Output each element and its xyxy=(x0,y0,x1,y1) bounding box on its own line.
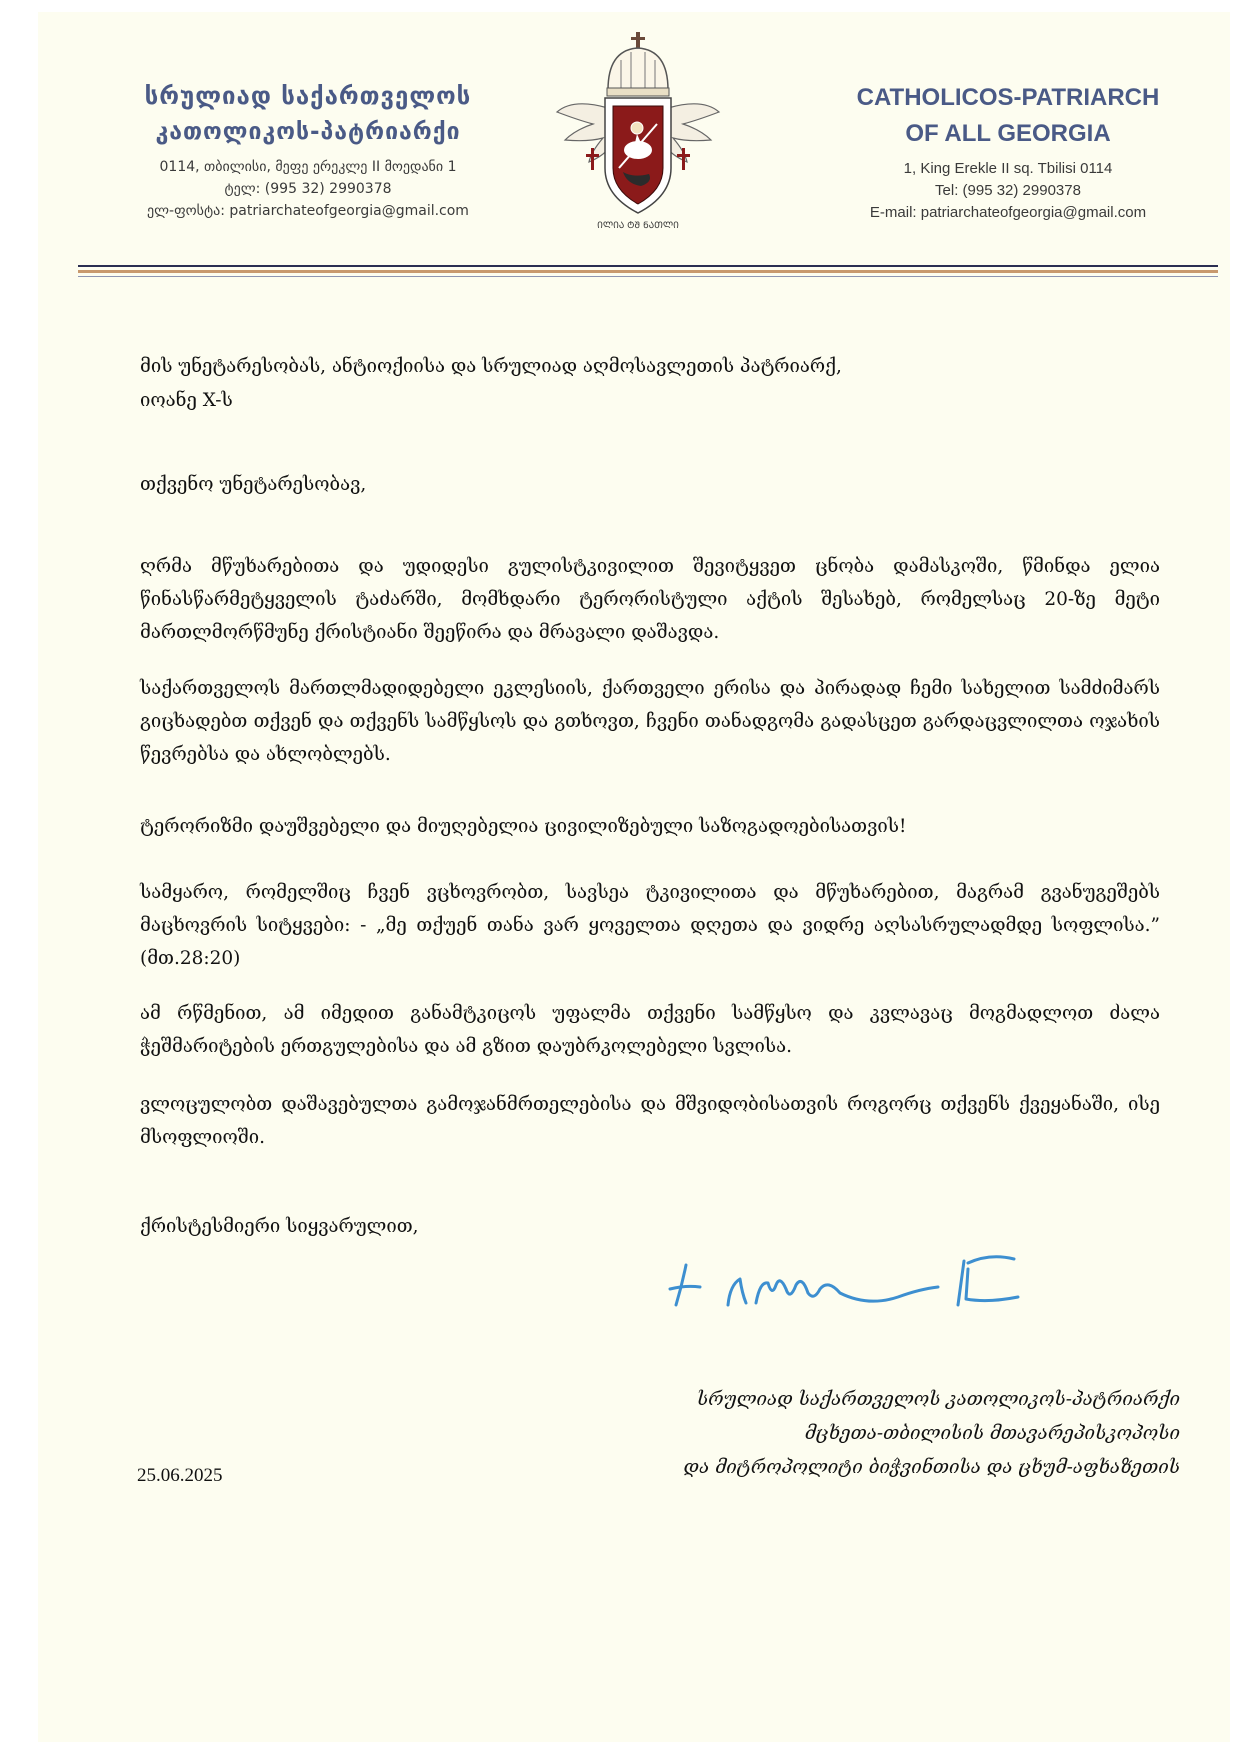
header-address-en: 1, King Erekle II sq. Tbilisi 0114 xyxy=(903,160,1113,177)
header-title-line1-en: CATHOLICOS-PATRIARCH xyxy=(856,84,1160,111)
letter-date: 25.06.2025 xyxy=(137,1465,223,1486)
paragraph-condolences: საქართველოს მართლმადიდებელი ეკლესიის, ქართველი ერისა და პირადად ჩემი სახელით სამძიმარს გიცხადებთ თქვენ და თქვენს სამწყსოს და გთხოვთ, ჩვენი თანადგომა გადასცეთ გარდაცვლილთა ოჯახის წევრებსა და ახლობლებს. xyxy=(140,678,1160,765)
header-phone-en: Tel: (995 32) 2990378 xyxy=(935,182,1081,199)
signatory-title-line3: და მიტროპოლიტი ბიჭვინთისა და ცხუმ-აფხაზეთის xyxy=(683,1457,1180,1478)
addressee xyxy=(140,350,1040,418)
signatory-title-line1: სრულიად საქართველოს კათოლიკოს-პატრიარქი xyxy=(696,1389,1180,1410)
paragraph-faith: ამ რწმენით, ამ იმედით განამტკიცოს უფალმა თქვენი სამწყსო და კვლავაც მოგმადლოთ ძალა ჭეშმარიტების ერთგულებისა და ამ გზით დაუბრკოლებელი სვლისა. xyxy=(140,1003,1160,1057)
signatory-titles xyxy=(560,1383,1180,1485)
emblem-inscription: ᲘᲚᲘᲐ ᲢᲨ ᲜᲐᲗᲚᲘ xyxy=(597,221,679,231)
paragraph-prayer: ვლოცულობთ დაშავებულთა გამოჯანმრთელებისა და მშვიდობისათვის როგორც თქვენს ქვეყანაში, ისე მსოფლიოში. xyxy=(140,1094,1160,1148)
header-right-english xyxy=(818,80,1198,224)
paragraph-terrorism: ტერორიზმი დაუშვებელი და მიუღებელია ცივილიზებული საზოგადოებისათვის! xyxy=(140,816,907,837)
emblem-cross-icon xyxy=(631,32,645,48)
header-left-georgian xyxy=(88,78,528,222)
signatory-title-line2: მცხეთა-თბილისის მთავარეპისკოპოსი xyxy=(804,1423,1180,1444)
paragraph-scripture: სამყარო, რომელშიც ჩვენ ვცხოვრობთ, სავსეა ტკივილითა და მწუხარებით, მაგრამ გვანუგეშებს მაცხოვრის სიტყვები: - „მე თქუენ თანა ვარ ყოველთა დღეთა და ვიდრე აღსასრულადმდე სოფლისა.” (მთ.28:20) xyxy=(140,882,1160,969)
header-rule-dark xyxy=(78,265,1218,267)
addressee-line1: მის უნეტარესობას, ანტიოქიისა და სრულიად აღმოსავლეთის პატრიარქ, xyxy=(140,356,842,377)
header-phone-ka: ტელ: (995 32) 2990378 xyxy=(224,181,392,197)
header-email-en: E-mail: patriarchateofgeorgia@gmail.com xyxy=(869,204,1147,221)
header-title-line2-en: OF ALL GEORGIA xyxy=(905,120,1111,147)
header-title-line2-ka: კათოლიკოს-პატრიარქი xyxy=(155,119,461,145)
header-title-line1-ka: სრულიად საქართველოს xyxy=(144,82,472,110)
closing-phrase: ქრისტესმიერი სიყვარულით, xyxy=(140,1216,419,1237)
patriarchate-emblem xyxy=(553,28,723,233)
header-address-ka: 0114, თბილისი, მეფე ერეკლე II მოედანი 1 xyxy=(159,159,457,175)
header-email-ka: ელ-ფოსტა: patriarchateofgeorgia@gmail.com xyxy=(147,203,469,219)
header-rule-light xyxy=(78,276,1218,277)
header-rule-tan xyxy=(78,270,1218,273)
salutation: თქვენო უნეტარესობავ, xyxy=(140,474,367,495)
handwritten-signature xyxy=(668,1245,1068,1335)
addressee-line2: იოანე X-ს xyxy=(140,390,233,411)
paragraph-condolence-news: ღრმა მწუხარებითა და უდიდესი გულისტკივილით შევიტყვეთ ცნობა დამასკოში, წმინდა ელია წინასწარმეტყველის ტაძარში, მომხდარი ტერორისტული აქტის შესახებ, რომელსაც 20-ზე მეტი მართლმორწმუნე ქრისტიანი შეეწირა და მრავალი დაშავდა. xyxy=(140,556,1160,643)
